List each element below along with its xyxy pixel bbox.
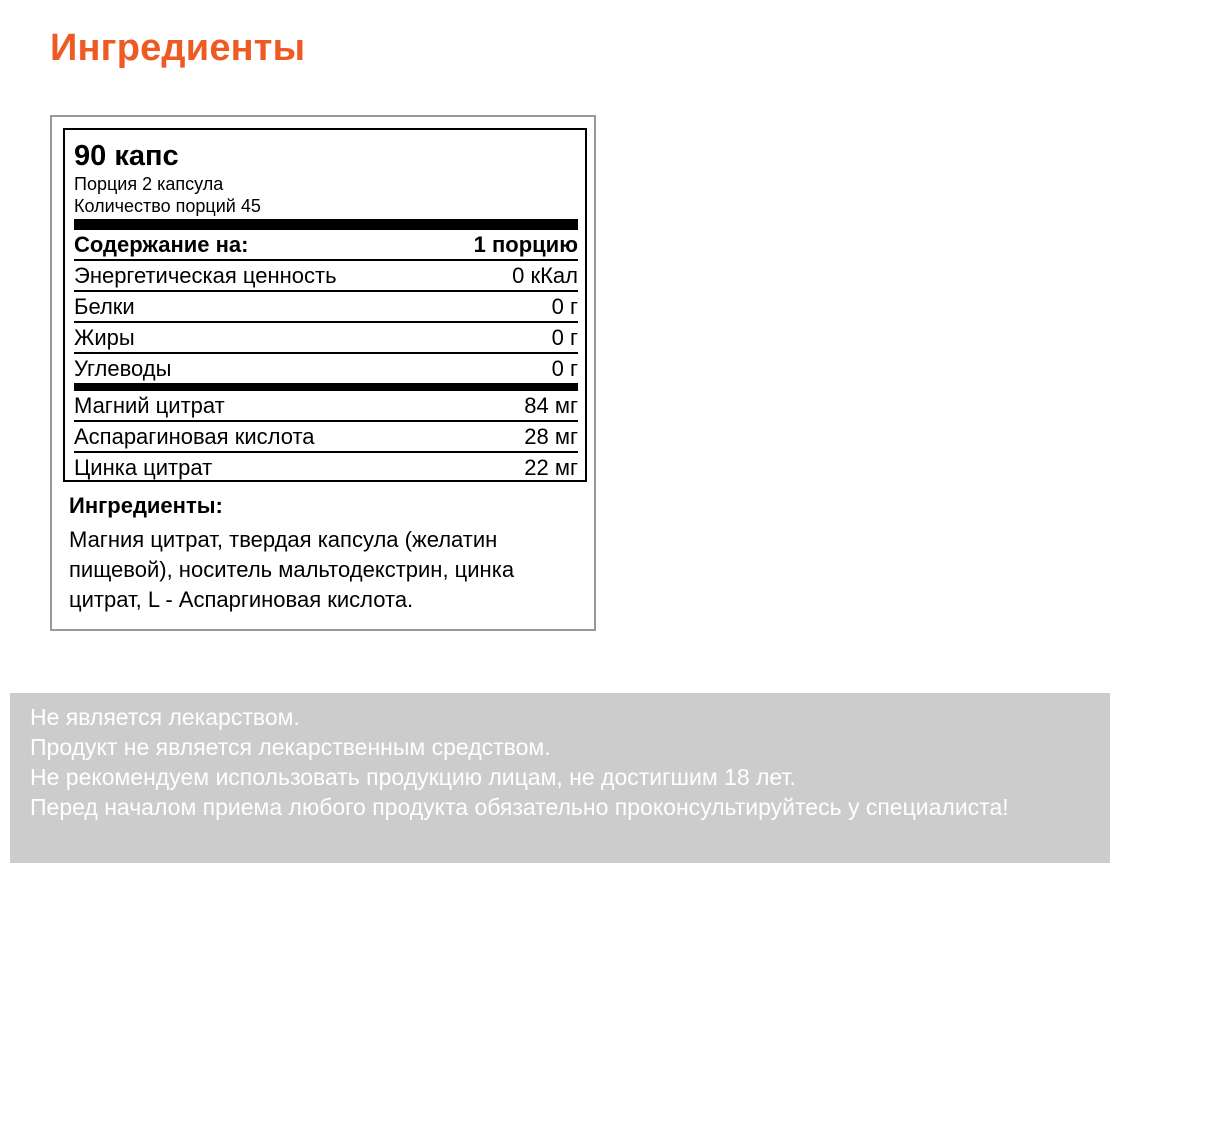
nutrition-facts-content	[74, 130, 578, 482]
facts-row-label: Цинка цитрат	[74, 455, 213, 480]
facts-row-energy	[74, 261, 578, 292]
disclaimer-box	[10, 693, 1110, 863]
facts-row-aspartic-acid	[74, 422, 578, 453]
facts-row-label: Энергетическая ценность	[74, 263, 337, 288]
disclaimer-line: Не является лекарством.	[30, 704, 300, 730]
pack-size: 90 капс	[74, 140, 179, 172]
facts-row-label: Белки	[74, 294, 135, 319]
facts-row-value: 0 г	[551, 294, 578, 319]
serving-size: Порция 2 капсула	[74, 174, 224, 194]
facts-row-carbs	[74, 354, 578, 383]
ingredients-text: Магния цитрат, твердая капсула (желатин пищевой), носитель мальтодекстрин, цинка цитрат, L - Аспаргиновая кислота.	[69, 527, 515, 612]
facts-header-row	[74, 230, 578, 261]
facts-row-value: 0 г	[551, 325, 578, 350]
servings-count: Количество порций 45	[74, 196, 261, 216]
facts-row-zinc-citrate	[74, 453, 578, 482]
facts-header-value: 1 порцию	[473, 232, 578, 257]
facts-row-value: 84 мг	[524, 393, 578, 418]
facts-row-label: Аспарагиновая кислота	[74, 424, 315, 449]
nutrition-facts-card	[50, 115, 596, 631]
nutrition-facts-table	[63, 128, 587, 482]
divider-thick	[74, 219, 578, 230]
page-title: Ингредиенты	[50, 27, 306, 69]
facts-header-label: Содержание на:	[74, 232, 249, 257]
disclaimer-line: Перед началом приема любого продукта обязательно проконсультируйтесь у специалиста!	[30, 794, 1009, 820]
ingredients-title: Ингредиенты:	[69, 493, 223, 518]
divider-thick	[74, 383, 578, 391]
facts-row-label: Жиры	[74, 325, 135, 350]
disclaimer-line: Не рекомендуем использовать продукцию лицам, не достигшим 18 лет.	[30, 764, 796, 790]
facts-row-value: 28 мг	[524, 424, 578, 449]
facts-row-label: Магний цитрат	[74, 393, 225, 418]
facts-row-magnesium-citrate	[74, 391, 578, 422]
facts-row-value: 0 кКал	[512, 263, 578, 288]
facts-row-value: 22 мг	[524, 455, 578, 480]
facts-row-value: 0 г	[551, 356, 578, 381]
facts-row-protein	[74, 292, 578, 323]
disclaimer-line: Продукт не является лекарственным средством.	[30, 734, 551, 760]
facts-row-label: Углеводы	[74, 356, 172, 381]
facts-row-fat	[74, 323, 578, 354]
